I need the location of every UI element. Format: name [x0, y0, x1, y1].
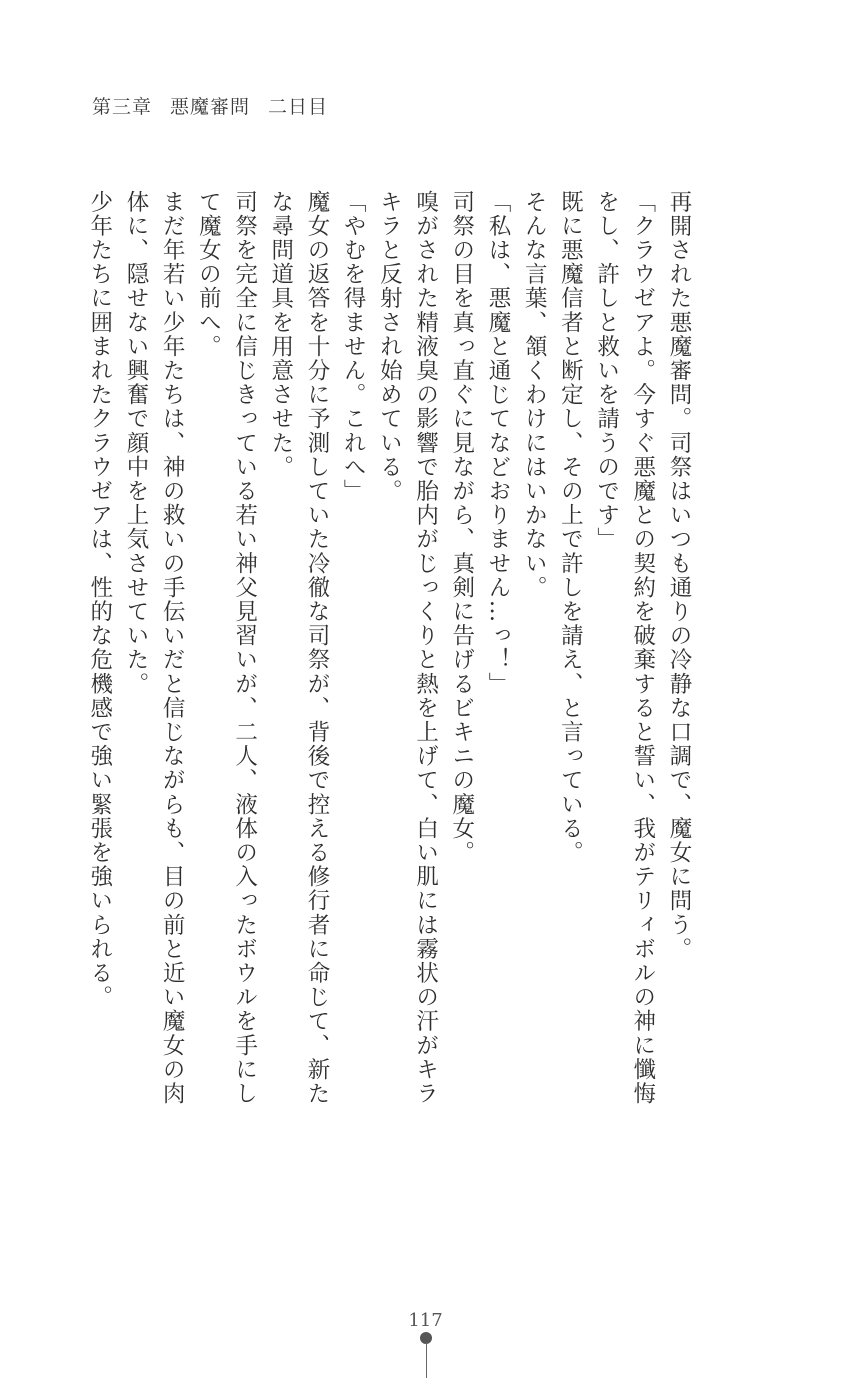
paragraph: 既に悪魔信者と断定し、その上で許しを請え、と言っている。 — [557, 190, 584, 865]
paragraph: 魔女の返答を十分に予測していた冷徹な司祭が、背後で控える修行者に命じて、新たな尋問道具を用意させた。 — [267, 190, 330, 1106]
paragraph: 「私は、悪魔と通じてなどおりません…っ！」 — [484, 190, 511, 697]
vertical-body-text — [82, 190, 697, 1120]
paragraph: 嗅がされた精液臭の影響で胎内がじっくりと熱を上げて、白い肌には霧状の汗がキラキラと反射され始めている。 — [376, 190, 439, 1106]
paragraph: 「クラウゼアよ。今すぐ悪魔との契約を破棄すると誓い、我がテリィボルの神に懺悔をし、許しと救いを請うのです」 — [593, 190, 656, 1106]
running-head — [92, 92, 328, 119]
page-marker-icon — [420, 1332, 432, 1378]
paragraph: 司祭を完全に信じきっている若い神父見習いが、二人、液体の入ったボウルを手にして魔女の前へ。 — [195, 190, 258, 1106]
page-number: 117 — [408, 1310, 443, 1331]
paragraph: そんな言葉、頷くわけにはいかない。 — [521, 190, 548, 600]
paragraph: 少年たちに囲まれたクラウゼアは、性的な危機感で強い緊張を強いられる。 — [86, 190, 113, 1010]
marker-line — [426, 1342, 427, 1378]
paragraph: 再開された悪魔審問。司祭はいつも通りの冷静な口調で、魔女に問う。 — [666, 190, 692, 962]
paragraph: まだ年若い少年たちは、神の救いの手伝いだと信じながらも、目の前と近い魔女の肉体に、隠せない興奮で顔中を上気させていた。 — [122, 190, 186, 1106]
paragraph: 「やむを得ません。これへ」 — [340, 190, 367, 504]
section-title: 悪魔審問 — [170, 96, 251, 118]
day-label: 二日目 — [268, 96, 329, 118]
chapter-label: 第三章 — [92, 96, 153, 118]
paragraph: 司祭の目を真っ直ぐに見ながら、真剣に告げるビキニの魔女。 — [448, 190, 475, 865]
